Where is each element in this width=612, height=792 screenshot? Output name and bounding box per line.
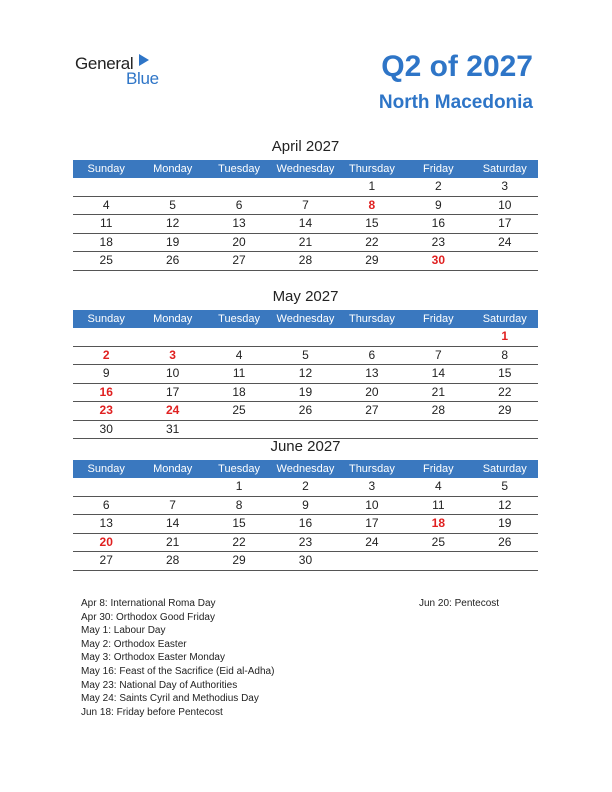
holiday-note: May 23: National Day of Authorities [81, 679, 238, 691]
day-cell: 26 [298, 403, 313, 417]
day-cell [272, 421, 338, 439]
day-cell: 17 [365, 516, 379, 530]
day-cell: 6 [368, 347, 376, 362]
day-cell [472, 252, 538, 270]
day-cell: 5 [169, 197, 176, 212]
holiday-note: Jun 20: Pentecost [419, 598, 500, 609]
day-cell: 15 [498, 366, 512, 380]
day-cell [73, 478, 139, 496]
day-cell: 22 [365, 234, 379, 249]
day-cell: 10 [498, 197, 512, 212]
day-cell [405, 552, 471, 570]
day-cell [139, 478, 205, 496]
day-cell: 13 [99, 516, 113, 530]
day-cell: 14 [165, 516, 180, 530]
day-cell: 30 [431, 253, 445, 267]
day-cell: 26 [165, 253, 180, 267]
weekday-label: Friday [423, 163, 454, 175]
day-cell: 4 [235, 347, 243, 362]
day-cell: 21 [431, 384, 445, 399]
day-cell [472, 421, 538, 439]
day-cell [339, 328, 405, 346]
day-cell: 20 [99, 534, 113, 549]
day-cell: 12 [165, 216, 180, 230]
weekday-label: Tuesday [218, 313, 260, 325]
day-cell: 7 [434, 347, 442, 362]
weekday-label: Thursday [348, 163, 395, 175]
day-cell: 13 [232, 216, 246, 230]
weekday-label: Wednesday [276, 163, 335, 175]
page-title: Q2 of 2027 [381, 50, 533, 83]
day-cell: 21 [165, 534, 180, 549]
day-cell: 23 [431, 234, 445, 249]
weekday-label: Tuesday [218, 463, 260, 475]
month-april [73, 137, 538, 271]
holiday-note: May 16: Feast of the Sacrifice (Eid al-Adha) [81, 665, 275, 677]
day-cell: 5 [302, 347, 309, 362]
month-title: June 2027 [270, 438, 341, 455]
day-cell: 23 [298, 534, 313, 549]
logo-general-text: General [75, 54, 134, 73]
day-cell: 19 [498, 516, 512, 530]
day-cell: 14 [431, 366, 445, 380]
day-cell: 14 [298, 216, 313, 230]
day-cell: 30 [99, 421, 113, 436]
day-cell: 3 [368, 479, 376, 493]
day-cell: 24 [365, 534, 379, 549]
week-row [73, 328, 538, 347]
day-cell: 2 [434, 179, 442, 193]
day-cell: 19 [298, 384, 313, 399]
day-cell: 8 [368, 197, 376, 212]
holiday-note: Apr 30: Orthodox Good Friday [81, 611, 215, 623]
day-cell [339, 552, 405, 570]
day-cell: 12 [498, 497, 512, 512]
day-cell: 16 [99, 384, 113, 399]
month-may [73, 287, 538, 439]
day-cell: 1 [235, 479, 243, 493]
day-cell: 24 [165, 403, 180, 417]
weekday-label: Saturday [482, 463, 527, 475]
day-cell: 15 [365, 216, 379, 230]
week-row [73, 384, 538, 403]
week-row [73, 402, 538, 421]
day-cell: 15 [232, 516, 246, 530]
day-cell: 22 [232, 534, 246, 549]
day-cell: 10 [365, 497, 379, 512]
holiday-note: Jun 18: Friday before Pentecost [81, 706, 223, 718]
day-cell: 29 [365, 253, 379, 267]
week-row [73, 215, 538, 234]
day-cell: 18 [232, 384, 246, 399]
day-cell: 11 [99, 216, 113, 230]
week-row [73, 252, 538, 271]
day-cell [405, 421, 471, 439]
week-row [73, 365, 538, 384]
day-cell: 9 [102, 366, 110, 380]
day-cell [272, 328, 338, 346]
month-title: April 2027 [271, 138, 340, 155]
week-row [73, 515, 538, 534]
day-cell: 28 [431, 403, 445, 417]
holiday-note: May 2: Orthodox Easter [81, 638, 187, 650]
day-cell: 11 [432, 497, 445, 512]
month-title: May 2027 [272, 288, 339, 305]
day-cell: 13 [365, 366, 379, 380]
weekday-label: Monday [153, 163, 193, 175]
day-cell: 30 [298, 553, 313, 567]
day-cell: 27 [99, 553, 113, 567]
day-cell: 3 [501, 179, 509, 193]
day-cell [472, 552, 538, 570]
day-cell: 5 [501, 479, 509, 493]
day-cell: 25 [431, 534, 445, 549]
weekday-label: Thursday [348, 463, 395, 475]
weekday-header [73, 160, 538, 178]
country-name: North Macedonia [378, 92, 533, 113]
day-cell: 16 [298, 516, 313, 530]
day-cell [206, 421, 272, 439]
day-cell: 16 [431, 216, 445, 230]
day-cell: 7 [169, 497, 176, 512]
day-cell: 12 [298, 366, 313, 380]
day-cell: 26 [498, 534, 512, 549]
week-row [73, 478, 538, 497]
day-cell: 28 [298, 253, 313, 267]
day-cell [206, 178, 272, 196]
holiday-note: May 3: Orthodox Easter Monday [81, 652, 225, 664]
day-cell: 2 [102, 347, 110, 362]
weekday-label: Monday [153, 463, 193, 475]
weekday-label: Sunday [87, 163, 125, 175]
weekday-label: Saturday [482, 163, 527, 175]
logo-blue-text: Blue [126, 69, 159, 88]
day-cell: 10 [165, 366, 180, 380]
holiday-note: May 1: Labour Day [81, 625, 166, 637]
day-cell: 28 [165, 553, 180, 567]
day-cell [206, 328, 272, 346]
day-cell: 20 [365, 384, 379, 399]
day-cell: 17 [498, 216, 512, 230]
logo [75, 52, 175, 88]
day-cell: 25 [232, 403, 246, 417]
day-cell: 1 [501, 329, 509, 343]
day-cell: 11 [232, 366, 246, 380]
day-cell: 17 [165, 384, 180, 399]
holiday-notes-right [419, 597, 499, 611]
day-cell: 9 [434, 197, 442, 212]
day-cell: 21 [298, 234, 313, 249]
day-cell: 29 [498, 403, 512, 417]
month-june [73, 437, 538, 571]
weekday-header [73, 460, 538, 478]
week-row [73, 197, 538, 216]
day-cell: 2 [302, 479, 309, 493]
weekday-label: Sunday [87, 313, 125, 325]
logo-triangle-icon [139, 54, 149, 66]
weekday-label: Sunday [87, 463, 125, 475]
day-cell [339, 421, 405, 439]
day-cell: 29 [232, 553, 246, 567]
day-cell [139, 328, 205, 346]
day-cell: 8 [501, 347, 509, 362]
weekday-label: Wednesday [276, 463, 335, 475]
day-cell: 23 [99, 403, 113, 417]
weekday-label: Monday [153, 313, 193, 325]
day-cell: 6 [102, 497, 110, 512]
day-cell: 25 [99, 253, 113, 267]
week-row [73, 347, 538, 366]
weekday-label: Thursday [348, 313, 395, 325]
holiday-notes-left [81, 597, 274, 719]
week-row [73, 178, 538, 197]
weekday-label: Friday [423, 313, 454, 325]
day-cell: 8 [235, 497, 243, 512]
day-cell: 1 [368, 179, 376, 193]
week-row [73, 534, 538, 553]
day-cell [73, 328, 139, 346]
day-cell [73, 178, 139, 196]
day-cell: 24 [498, 234, 512, 249]
day-cell: 20 [232, 234, 246, 249]
weekday-header [73, 310, 538, 328]
day-cell: 22 [498, 384, 512, 399]
week-row [73, 497, 538, 516]
weekday-label: Tuesday [218, 163, 260, 175]
day-cell: 4 [434, 479, 442, 493]
day-cell: 6 [235, 197, 243, 212]
day-cell: 7 [302, 197, 309, 212]
day-cell [139, 178, 205, 196]
weekday-label: Saturday [482, 313, 527, 325]
day-cell: 18 [99, 234, 113, 249]
day-cell: 27 [365, 403, 379, 417]
day-cell: 4 [102, 197, 110, 212]
day-cell: 31 [165, 421, 180, 436]
holiday-note: May 24: Saints Cyril and Methodius Day [81, 693, 259, 705]
day-cell: 19 [165, 234, 180, 249]
week-row [73, 552, 538, 571]
holiday-note: Apr 8: International Roma Day [81, 598, 216, 609]
week-row [73, 234, 538, 253]
day-cell: 3 [169, 347, 176, 362]
day-cell: 9 [302, 497, 309, 512]
weekday-label: Friday [423, 463, 454, 475]
day-cell [272, 178, 338, 196]
day-cell [405, 328, 471, 346]
weekday-label: Wednesday [276, 313, 335, 325]
day-cell: 27 [232, 253, 246, 267]
day-cell: 18 [431, 516, 445, 530]
